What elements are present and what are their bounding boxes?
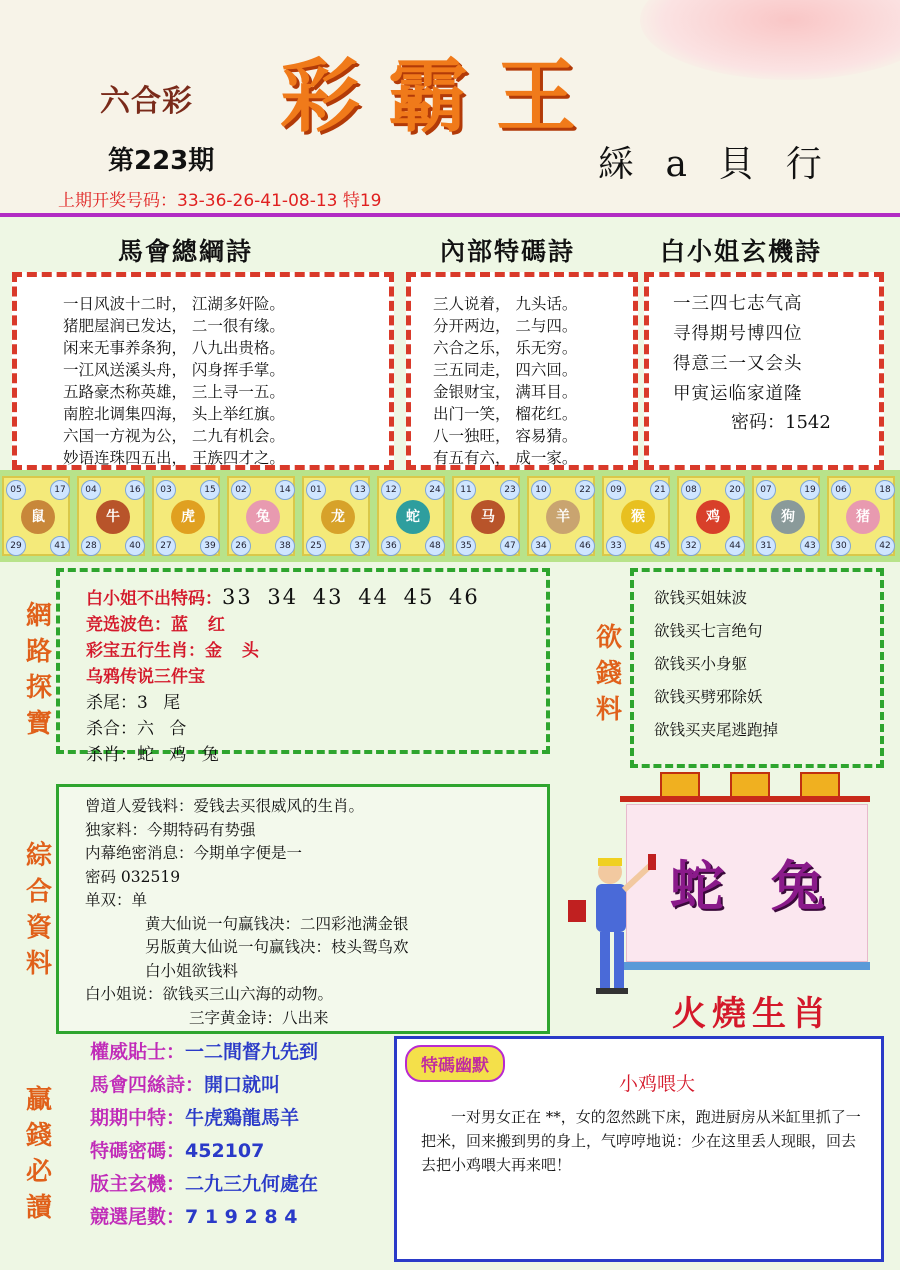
treasure-value: 蓝 红 bbox=[171, 615, 225, 635]
poem-box-2 bbox=[406, 272, 638, 470]
combined-list bbox=[59, 787, 547, 1030]
money-item: 欲钱买小身躯 bbox=[654, 655, 748, 673]
billboard-lamp bbox=[800, 772, 840, 798]
money-material-box bbox=[630, 568, 884, 768]
zodiac-cell bbox=[377, 476, 445, 556]
zodiac-strip bbox=[0, 470, 900, 562]
poem-line: 得意三一又会头 bbox=[673, 354, 803, 374]
zodiac-cell bbox=[302, 476, 370, 556]
must-read-label: 版主玄機： bbox=[90, 1173, 186, 1195]
poem-title-3: 白小姐玄機詩 bbox=[660, 237, 823, 266]
side-label-char: 料 bbox=[595, 695, 622, 725]
humor-body: 一对男女正在 **，女的忽然跳下床，跑进厨房从米缸里抓了一把米，回来搬到男的身上，气哼哼地说：少在这里丢人现眼，回去去把小鸡喂大再来吧！ bbox=[421, 1108, 861, 1174]
treasure-label: 乌鸦传说三件宝 bbox=[86, 667, 205, 687]
zodiac-number: 12 bbox=[381, 480, 401, 500]
must-read-value: 二九三九何處在 bbox=[185, 1173, 319, 1195]
must-read-row bbox=[90, 1069, 390, 1102]
zodiac-number: 36 bbox=[381, 536, 401, 556]
zodiac-number: 02 bbox=[231, 480, 251, 500]
poem-box-3 bbox=[644, 272, 884, 470]
side-label-char: 料 bbox=[25, 949, 52, 979]
poem-lines-2 bbox=[411, 277, 633, 469]
zodiac-number: 35 bbox=[456, 536, 476, 556]
combined-line: 内幕绝密消息：今期单字便是一 bbox=[85, 844, 303, 862]
zodiac-number: 04 bbox=[81, 480, 101, 500]
treasure-value: 33 34 43 44 45 46 bbox=[222, 585, 480, 609]
humor-box bbox=[394, 1036, 884, 1262]
zodiac-number: 10 bbox=[531, 480, 551, 500]
side-label-char: 讀 bbox=[25, 1193, 52, 1223]
zodiac-number: 11 bbox=[456, 480, 476, 500]
zodiac-12-icon: 猪 bbox=[846, 500, 880, 534]
zodiac-11-icon: 狗 bbox=[771, 500, 805, 534]
zodiac-number: 42 bbox=[875, 536, 895, 556]
treasure-label: 杀合： bbox=[86, 719, 137, 739]
zodiac-number: 43 bbox=[800, 536, 820, 556]
poem-title-2: 內部特碼詩 bbox=[440, 237, 576, 266]
zodiac-cell bbox=[77, 476, 145, 556]
money-item: 欲钱买劈邪除妖 bbox=[654, 688, 763, 706]
combined-line: 黄大仙说一句赢钱决：二四彩池满金银 bbox=[145, 914, 409, 933]
treasure-value: 3 尾 bbox=[137, 693, 181, 713]
zodiac-7-icon: 马 bbox=[471, 500, 505, 534]
zodiac-number: 17 bbox=[50, 480, 70, 500]
side-label-char: 錢 bbox=[595, 659, 622, 689]
side-label-char: 錢 bbox=[25, 1121, 52, 1151]
must-read-value: 開口就叫 bbox=[204, 1074, 281, 1096]
poem-line: 妙语连珠四五出， 王族四才之。 bbox=[63, 449, 285, 467]
combined-line: 密码 032519 bbox=[85, 867, 181, 886]
combined-line: 独家料：今期特码有势强 bbox=[85, 820, 256, 839]
treasure-label: 彩宝五行生肖： bbox=[86, 641, 205, 661]
must-read-list bbox=[90, 1036, 390, 1234]
poem-line: 一江风送溪头舟， 闪身挥手掌。 bbox=[63, 361, 285, 379]
zodiac-number: 37 bbox=[350, 536, 370, 556]
zodiac-cell bbox=[602, 476, 670, 556]
poem-title-1: 馬會總綱詩 bbox=[118, 237, 254, 266]
combined-line: 三字黄金诗：八出来 bbox=[189, 1008, 329, 1027]
poem-line: 一三四七志气高 bbox=[673, 294, 803, 314]
zodiac-number: 31 bbox=[756, 536, 776, 556]
zodiac-number: 48 bbox=[425, 536, 445, 556]
must-read-row bbox=[90, 1102, 390, 1135]
zodiac-4-icon: 兔 bbox=[246, 500, 280, 534]
treasure-value: 蛇 鸡 兔 bbox=[137, 745, 219, 765]
humor-title: 小鸡喂大 bbox=[619, 1073, 696, 1095]
zodiac-number: 09 bbox=[606, 480, 626, 500]
network-treasure-box bbox=[56, 568, 550, 765]
must-read-label bbox=[22, 1082, 56, 1226]
treasure-row bbox=[86, 716, 546, 742]
zodiac-number: 29 bbox=[6, 536, 26, 556]
zodiac-number: 15 bbox=[200, 480, 220, 500]
zodiac-number: 06 bbox=[831, 480, 851, 500]
zodiac-5-icon: 龙 bbox=[321, 500, 355, 534]
zodiac-number: 47 bbox=[500, 536, 520, 556]
zodiac-2-icon: 牛 bbox=[96, 500, 130, 534]
poem-line: 出门一笑， 榴花红。 bbox=[433, 405, 578, 423]
zodiac-cell bbox=[527, 476, 595, 556]
zodiac-number: 41 bbox=[50, 536, 70, 556]
billboard-lamp bbox=[730, 772, 770, 798]
side-label-char: 贏 bbox=[25, 1085, 52, 1115]
side-label-char: 探 bbox=[25, 673, 52, 703]
poem-line: 金银财宝， 满耳目。 bbox=[433, 383, 578, 401]
zodiac-9-icon: 猴 bbox=[621, 500, 655, 534]
zodiac-3-icon: 虎 bbox=[171, 500, 205, 534]
money-item: 欲钱买七言绝句 bbox=[654, 622, 763, 640]
signature: 綵 a 貝 行 bbox=[598, 144, 832, 185]
must-read-value: 7 1 9 2 8 4 bbox=[185, 1206, 298, 1228]
side-label-char: 寶 bbox=[25, 709, 52, 739]
treasure-value: 金 头 bbox=[205, 641, 259, 661]
treasure-row bbox=[86, 612, 546, 638]
poem-line: 六国一方视为公， 二九有机会。 bbox=[63, 427, 285, 445]
zodiac-number: 27 bbox=[156, 536, 176, 556]
zodiac-cell bbox=[752, 476, 820, 556]
combined-line: 曾道人爱钱料：爱钱去买很威风的生肖。 bbox=[85, 797, 365, 815]
zodiac-number: 13 bbox=[350, 480, 370, 500]
treasure-row bbox=[86, 584, 546, 612]
zodiac-cell bbox=[152, 476, 220, 556]
poem-line: 六合之乐， 乐无穷。 bbox=[433, 339, 578, 357]
zodiac-number: 01 bbox=[306, 480, 326, 500]
must-read-value: 一二間督九先到 bbox=[185, 1041, 319, 1063]
must-read-label: 特碼密碼： bbox=[90, 1140, 186, 1162]
money-item: 欲钱买夹尾逃跑掉 bbox=[654, 721, 779, 739]
zodiac-number: 14 bbox=[275, 480, 295, 500]
poem-line: 甲寅运临家道隆 bbox=[673, 384, 803, 404]
treasure-row bbox=[86, 664, 546, 690]
money-material-list bbox=[634, 572, 880, 747]
must-read-label: 競選尾數： bbox=[90, 1206, 186, 1228]
side-label-char: 綜 bbox=[25, 841, 52, 871]
zodiac-number: 39 bbox=[200, 536, 220, 556]
side-label-char: 必 bbox=[25, 1157, 52, 1187]
brand-title: 彩霸王 bbox=[280, 49, 604, 143]
zodiac-number: 32 bbox=[681, 536, 701, 556]
combined-label bbox=[22, 838, 56, 982]
zodiac-cell bbox=[2, 476, 70, 556]
humor-badge: 特碼幽默 bbox=[405, 1045, 505, 1082]
last-draw-numbers: 上期开奖号码：33-36-26-41-08-13 特19 bbox=[58, 191, 382, 211]
zodiac-number: 16 bbox=[125, 480, 145, 500]
poem-box-1 bbox=[12, 272, 394, 470]
fire-zodiac-caption: 火燒生肖 bbox=[672, 994, 832, 1034]
zodiac-number: 45 bbox=[650, 536, 670, 556]
zodiac-number: 26 bbox=[231, 536, 251, 556]
zodiac-number: 28 bbox=[81, 536, 101, 556]
poem-line: 一日风波十二时， 江湖多奸险。 bbox=[63, 295, 285, 313]
poem-line: 南腔北调集四海， 头上举红旗。 bbox=[63, 405, 285, 423]
side-label-char: 路 bbox=[25, 637, 52, 667]
treasure-value: 六 合 bbox=[137, 719, 187, 739]
zodiac-cell bbox=[677, 476, 745, 556]
side-label-char: 資 bbox=[25, 913, 52, 943]
billboard-lamp bbox=[660, 772, 700, 798]
zodiac-number: 05 bbox=[6, 480, 26, 500]
treasure-label: 白小姐不出特码： bbox=[86, 589, 222, 609]
side-label-char: 網 bbox=[25, 601, 52, 631]
header-divider bbox=[0, 213, 900, 217]
zodiac-number: 21 bbox=[650, 480, 670, 500]
zodiac-number: 19 bbox=[800, 480, 820, 500]
side-label-char: 欲 bbox=[595, 623, 622, 653]
must-read-label: 權威貼士： bbox=[90, 1041, 186, 1063]
network-treasure-list bbox=[60, 572, 546, 768]
zodiac-number: 08 bbox=[681, 480, 701, 500]
issue-number: 第223期 bbox=[108, 146, 215, 176]
poem-line: 五路豪杰称英雄， 三上寻一五。 bbox=[63, 383, 285, 401]
money-item: 欲钱买姐妹波 bbox=[654, 589, 748, 607]
zodiac-number: 24 bbox=[425, 480, 445, 500]
poem-lines-1 bbox=[17, 277, 389, 469]
poem-line: 有五有六， 成一家。 bbox=[433, 449, 578, 467]
zodiac-cell bbox=[452, 476, 520, 556]
poem-line: 三人说着， 九头话。 bbox=[433, 295, 578, 313]
zodiac-8-icon: 羊 bbox=[546, 500, 580, 534]
poem-code: 密码：1542 bbox=[731, 412, 831, 433]
zodiac-number: 18 bbox=[875, 480, 895, 500]
poem-line: 猪肥屋润已发达， 二一很有缘。 bbox=[63, 317, 285, 335]
zodiac-number: 40 bbox=[125, 536, 145, 556]
zodiac-number: 30 bbox=[831, 536, 851, 556]
zodiac-number: 25 bbox=[306, 536, 326, 556]
zodiac-number: 23 bbox=[500, 480, 520, 500]
must-read-row bbox=[90, 1036, 390, 1069]
treasure-label: 竞选波色： bbox=[86, 615, 171, 635]
treasure-row bbox=[86, 742, 546, 768]
poem-line: 八一独旺， 容易猜。 bbox=[433, 427, 578, 445]
must-read-label: 期期中特： bbox=[90, 1107, 186, 1129]
zodiac-number: 38 bbox=[275, 536, 295, 556]
side-label-char: 合 bbox=[25, 877, 52, 907]
must-read-label: 馬會四絲詩： bbox=[90, 1074, 205, 1096]
poem-line: 分开两边， 二与四。 bbox=[433, 317, 578, 335]
must-read-row bbox=[90, 1168, 390, 1201]
combined-line: 另版黄大仙说一句赢钱决：枝头鸳鸟欢 bbox=[145, 938, 409, 956]
network-treasure-label bbox=[22, 598, 56, 742]
combined-line: 白小姐说：欲钱买三山六海的动物。 bbox=[85, 985, 334, 1003]
must-read-value: 牛虎鶏龍馬羊 bbox=[185, 1107, 300, 1129]
combined-box bbox=[56, 784, 550, 1034]
combined-line: 单双：单 bbox=[85, 891, 148, 909]
poem-line: 三五同走， 四六回。 bbox=[433, 361, 578, 379]
poem-line: 闲来无事养条狗， 八九出贵格。 bbox=[63, 339, 285, 357]
treasure-row bbox=[86, 690, 546, 716]
treasure-row bbox=[86, 638, 546, 664]
billboard-rail bbox=[620, 796, 870, 802]
must-read-row bbox=[90, 1201, 390, 1234]
zodiac-number: 20 bbox=[725, 480, 745, 500]
zodiac-10-icon: 鸡 bbox=[696, 500, 730, 534]
billboard-text: 蛇 兔 bbox=[670, 855, 839, 918]
poem-lines-3 bbox=[649, 277, 879, 409]
zodiac-number: 44 bbox=[725, 536, 745, 556]
zodiac-number: 03 bbox=[156, 480, 176, 500]
poem-line: 寻得期号博四位 bbox=[673, 324, 803, 344]
zodiac-cell bbox=[827, 476, 895, 556]
lottery-name: 六合彩 bbox=[100, 84, 193, 119]
zodiac-1-icon: 鼠 bbox=[21, 500, 55, 534]
treasure-label: 杀肖： bbox=[86, 745, 137, 765]
must-read-value: 452107 bbox=[185, 1140, 265, 1162]
must-read-row bbox=[90, 1135, 390, 1168]
treasure-label: 杀尾： bbox=[86, 693, 137, 713]
zodiac-6-icon: 蛇 bbox=[396, 500, 430, 534]
zodiac-number: 33 bbox=[606, 536, 626, 556]
zodiac-number: 22 bbox=[575, 480, 595, 500]
zodiac-number: 46 bbox=[575, 536, 595, 556]
money-material-label bbox=[592, 620, 626, 728]
combined-line: 白小姐欲钱料 bbox=[145, 961, 239, 980]
zodiac-number: 07 bbox=[756, 480, 776, 500]
painter-figure bbox=[560, 850, 670, 1000]
zodiac-cell bbox=[227, 476, 295, 556]
zodiac-number: 34 bbox=[531, 536, 551, 556]
